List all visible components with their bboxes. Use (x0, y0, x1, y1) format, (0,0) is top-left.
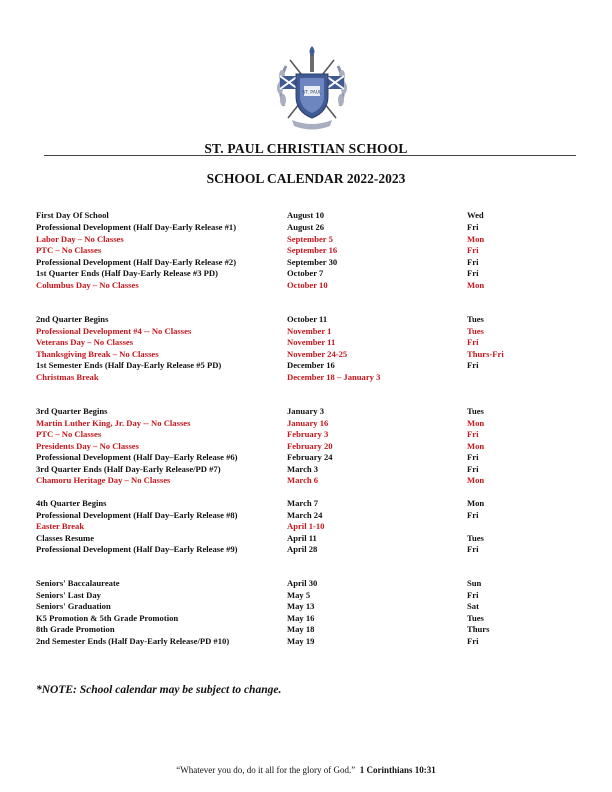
bible-quote: “Whatever you do, do it all for the glory of God.” (176, 765, 356, 775)
event-day: Tues (467, 406, 484, 416)
calendar-event-row (0, 336, 612, 348)
calendar-event-row (0, 279, 612, 291)
event-day: Fri (467, 268, 479, 278)
event-day: Fri (467, 510, 479, 520)
event-date: April 30 (287, 578, 318, 588)
event-date: April 1-10 (287, 521, 325, 531)
event-name: Professional Development (Half Day–Early Release #8) (36, 510, 238, 520)
event-name: 2nd Quarter Begins (36, 314, 109, 324)
event-date: October 7 (287, 268, 324, 278)
event-name: PTC – No Classes (36, 429, 102, 439)
calendar-event-row (0, 371, 612, 383)
event-day: Mon (467, 498, 485, 508)
school-name: ST. PAUL CHRISTIAN SCHOOL (204, 141, 408, 156)
event-day: Fri (467, 337, 479, 347)
event-name: 8th Grade Promotion (36, 624, 115, 634)
event-day: Mon (467, 475, 485, 485)
event-date: August 26 (287, 222, 325, 232)
calendar-event-row (0, 451, 612, 463)
event-name: Professional Development #4 -- No Classes (36, 326, 192, 336)
event-name: 3rd Quarter Begins (36, 406, 108, 416)
bible-reference: 1 Corinthians 10:31 (359, 765, 436, 775)
event-name: Professional Development (Half Day-Early Release #2) (36, 257, 237, 267)
event-day: Fri (467, 429, 479, 439)
event-date: October 11 (287, 314, 328, 324)
calendar-event-row (0, 267, 612, 279)
event-date: December 16 (287, 360, 335, 370)
event-date: September 5 (287, 234, 333, 244)
event-name: Thanksgiving Break – No Classes (36, 349, 159, 359)
event-date: January 16 (287, 418, 329, 428)
event-day: Tues (467, 613, 484, 623)
event-day: Wed (467, 210, 484, 220)
calendar-event-row (0, 497, 612, 509)
calendar-event-row (0, 577, 612, 589)
event-day: Fri (467, 464, 479, 474)
event-date: November 1 (287, 326, 332, 336)
event-day: Mon (467, 441, 485, 451)
event-date: October 10 (287, 280, 328, 290)
calendar-event-row (0, 543, 612, 555)
event-date: September 16 (287, 245, 338, 255)
event-day: Tues (467, 314, 484, 324)
calendar-title: SCHOOL CALENDAR 2022-2023 (206, 171, 406, 186)
event-name: PTC – No Classes (36, 245, 102, 255)
event-day: Sun (467, 578, 482, 588)
event-date: April 11 (287, 533, 317, 543)
event-date: September 30 (287, 257, 338, 267)
event-date: January 3 (287, 406, 325, 416)
event-date: March 24 (287, 510, 323, 520)
event-name: Professional Development (Half Day–Early Release #9) (36, 544, 238, 554)
calendar-event-row (0, 635, 612, 647)
calendar-event-row (0, 359, 612, 371)
event-date: November 24-25 (287, 349, 348, 359)
calendar-note: *NOTE: School calendar may be subject to change. (36, 684, 282, 696)
calendar-event-row (0, 209, 612, 221)
event-date: February 20 (287, 441, 333, 451)
event-date: March 6 (287, 475, 319, 485)
calendar-event-row (0, 221, 612, 233)
event-name: Labor Day – No Classes (36, 234, 124, 244)
event-name: Seniors' Baccalaureate (36, 578, 120, 588)
event-name: Presidents Day – No Classes (36, 441, 139, 451)
event-day: Fri (467, 257, 479, 267)
calendar-event-row (0, 313, 612, 325)
event-name: 3rd Quarter Ends (Half Day-Early Release/PD #7) (36, 464, 221, 474)
event-name: Martin Luther King, Jr. Day -- No Classes (36, 418, 191, 428)
event-name: Seniors' Last Day (36, 590, 101, 600)
event-day: Tues (467, 533, 484, 543)
event-day: Fri (467, 452, 479, 462)
event-day: Fri (467, 222, 479, 232)
event-day: Tues (467, 326, 484, 336)
calendar-event-row (0, 520, 612, 532)
event-day: Thurs-Fri (467, 349, 504, 359)
event-day: Fri (467, 590, 479, 600)
event-name: Seniors' Graduation (36, 601, 111, 611)
event-name: 1st Semester Ends (Half Day-Early Release #5 PD) (36, 360, 222, 370)
event-day: Fri (467, 636, 479, 646)
event-name: 4th Quarter Begins (36, 498, 107, 508)
event-day: Mon (467, 234, 485, 244)
event-name: First Day Of School (36, 210, 109, 220)
calendar-event-row (0, 244, 612, 256)
calendar-event-row (0, 600, 612, 612)
event-date: May 5 (287, 590, 311, 600)
event-date: March 3 (287, 464, 319, 474)
event-day: Mon (467, 418, 485, 428)
event-name: Professional Development (Half Day-Early Release #1) (36, 222, 237, 232)
event-date: February 24 (287, 452, 333, 462)
event-name: Christmas Break (36, 372, 99, 382)
calendar-event-row (0, 623, 612, 635)
event-name: Chamoru Heritage Day – No Classes (36, 475, 171, 485)
event-day: Fri (467, 544, 479, 554)
event-date: May 19 (287, 636, 315, 646)
event-date: November 11 (287, 337, 336, 347)
event-name: 2nd Semester Ends (Half Day-Early Release/PD #10) (36, 636, 230, 646)
svg-text:ST. PAUL: ST. PAUL (302, 90, 322, 96)
event-day: Fri (467, 245, 479, 255)
calendar-event-row (0, 428, 612, 440)
event-date: May 18 (287, 624, 315, 634)
event-date: August 10 (287, 210, 325, 220)
calendar-event-row (0, 474, 612, 486)
event-day: Fri (467, 360, 479, 370)
event-date: December 18 – January 3 (287, 372, 381, 382)
event-date: April 28 (287, 544, 318, 554)
event-name: Easter Break (36, 521, 85, 531)
event-name: K5 Promotion & 5th Grade Promotion (36, 613, 179, 623)
event-name: Veterans Day – No Classes (36, 337, 134, 347)
event-day: Mon (467, 280, 485, 290)
footer-quote (0, 765, 612, 775)
event-day: Thurs (467, 624, 490, 634)
event-date: February 3 (287, 429, 329, 439)
event-day: Sat (467, 601, 479, 611)
event-date: May 16 (287, 613, 315, 623)
event-date: March 7 (287, 498, 319, 508)
calendar-event-row (0, 405, 612, 417)
event-name: Professional Development (Half Day–Early Release #6) (36, 452, 238, 462)
event-name: Classes Resume (36, 533, 95, 543)
event-name: Columbus Day – No Classes (36, 280, 139, 290)
event-name: 1st Quarter Ends (Half Day-Early Release #3 PD) (36, 268, 218, 278)
event-date: May 13 (287, 601, 315, 611)
